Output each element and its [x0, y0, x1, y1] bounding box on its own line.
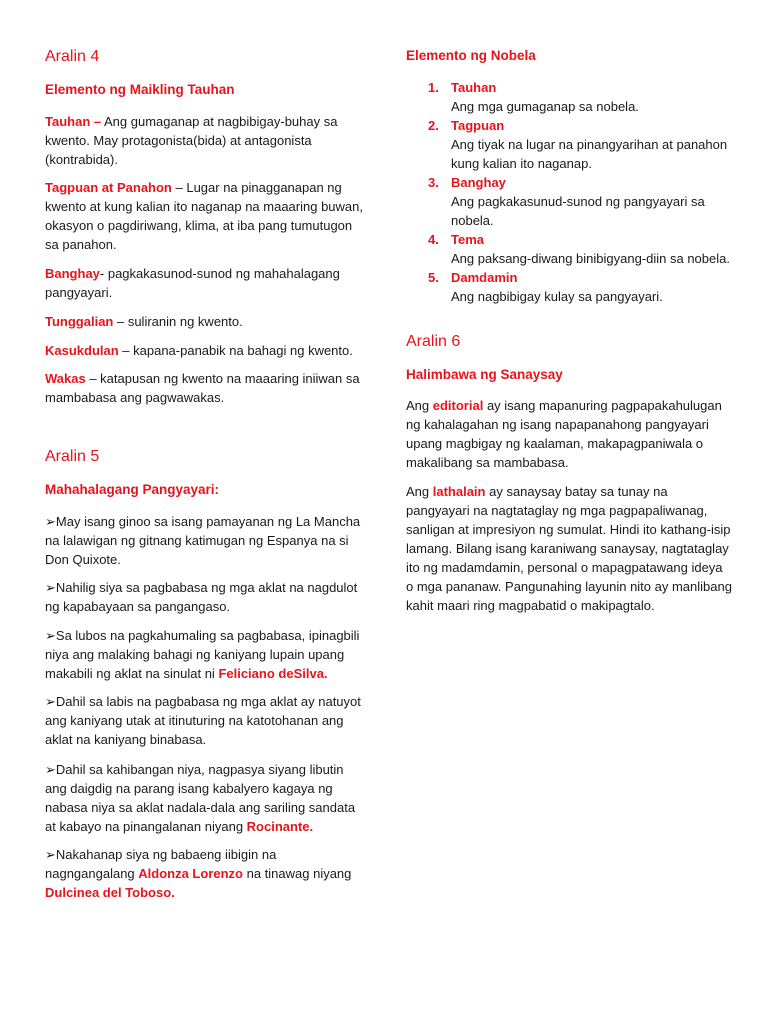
list-number: 2. — [428, 118, 439, 133]
banghay-paragraph — [45, 264, 365, 302]
pangyayari-6-text2: na tinawag niyang — [242, 866, 352, 881]
list-number: 1. — [428, 80, 439, 95]
aralin-5-subtitle: Mahahalagang Pangyayari: — [45, 482, 220, 497]
list-term: Tema — [451, 232, 484, 247]
list-number: 5. — [428, 270, 439, 285]
aralin-5-heading: Aralin 5 — [45, 448, 100, 465]
pangyayari-6-text1: ➢Nakahanap siya ng babaeng iibigin na nagngangalang — [45, 847, 277, 881]
aralin-6-heading: Aralin 6 — [406, 333, 461, 350]
aralin-4-heading: Aralin 4 — [45, 48, 100, 65]
tagpuan-text: – Lugar na pinagganapan ng kwento at kung kalian ito naganap na maaaring buwan, okasyon o pagdiriwang, klima, at iba pang tumutugon sa panahon. — [45, 180, 363, 252]
aldonza-name: Aldonza Lorenzo — [138, 866, 243, 881]
tagpuan-paragraph — [45, 178, 365, 254]
kasukdulan-term: Kasukdulan — [45, 343, 119, 358]
banghay-text: - pagkakasunod-sunod ng mahahalagang pangyayari. — [45, 266, 340, 300]
kasukdulan-paragraph — [45, 341, 353, 360]
list-item — [406, 173, 732, 230]
rocinante-name: Rocinante. — [246, 819, 314, 834]
list-term: Damdamin — [451, 270, 518, 285]
lathalain-pre: Ang — [406, 484, 433, 499]
dulcinea-name: Dulcinea del Toboso. — [45, 885, 175, 900]
editorial-pre: Ang — [406, 398, 433, 413]
editorial-term: editorial — [432, 398, 484, 413]
tunggalian-text: – suliranin ng kwento. — [113, 314, 243, 329]
pangyayari-5 — [45, 760, 365, 836]
nobela-subtitle: Elemento ng Nobela — [406, 48, 536, 63]
pangyayari-2: ➢Nahilig siya sa pagbabasa ng mga aklat na nagdulot ng kapabayaan sa pangangaso. — [45, 580, 358, 614]
wakas-text: – katapusan ng kwento na maaaring iniiwan sa mambabasa ang pagwawakas. — [45, 371, 360, 405]
wakas-term: Wakas — [45, 371, 86, 386]
list-item — [406, 268, 732, 306]
editorial-post: ay isang mapanuring pagpapakahulugan ng kahalagahan ng isang napapanahong pangyayari upang magbigay ng kaalaman, makapagpaniwala o makalibang sa mambabasa. — [406, 398, 722, 470]
pangyayari-1: ➢May isang ginoo sa isang pamayanan ng La Mancha na lalawigan ng gitnang katimugan ng Espanya na si Don Quixote. — [45, 514, 361, 567]
aralin-4-subtitle: Elemento ng Maikling Tauhan — [45, 82, 235, 97]
list-definition: Ang paksang-diwang binibigyang-diin sa nobela. — [451, 251, 730, 266]
list-number: 3. — [428, 175, 439, 190]
pangyayari-5-text: ➢Dahil sa kahibangan niya, nagpasya siyang libutin ang daigdig na parang isang kabalyero kagaya ng nabasa niya sa aklat nadala-dala ang sariling sandata at kabayo na pinangalanan niyang — [45, 762, 356, 834]
kasukdulan-text: – kapana-panabik na bahagi ng kwento. — [118, 343, 353, 358]
list-term: Tauhan — [451, 80, 497, 95]
nobela-elements-list — [406, 78, 732, 306]
tauhan-term: Tauhan – — [45, 114, 102, 129]
list-number: 4. — [428, 232, 439, 247]
lathalain-term: lathalain — [432, 484, 486, 499]
list-definition: Ang nagbibigay kulay sa pangyayari. — [451, 289, 663, 304]
feliciano-name: Feliciano deSilva. — [218, 666, 328, 681]
pangyayari-3-text: ➢Sa lubos na pagkahumaling sa pagbabasa, ipinagbili niya ang malaking bahagi ng kaniyang lupain upang makabili ng aklat na sinulat ni — [45, 628, 360, 681]
lathalain-post: ay sanaysay batay sa tunay na pangyayari na nagtataglay ng mga pagpapaliwanag, sanligan at impresiyon ng sumulat. Hindi ito kathang-isip lamang. Bilang isang karaniwang sanaysay, nagtataglay ito ng madamdamin, personal o mapagpatawang ideya o mga pananaw. Pangunahing layunin nito ay manlibang kahit maari ring magpabatid o makipagtalo. — [406, 484, 732, 613]
list-item — [406, 116, 732, 173]
list-item — [406, 78, 732, 116]
wakas-paragraph — [45, 369, 365, 407]
tauhan-paragraph — [45, 112, 365, 169]
list-definition: Ang mga gumaganap sa nobela. — [451, 99, 639, 114]
lathalain-paragraph — [406, 482, 732, 615]
list-item — [406, 230, 732, 268]
tunggalian-term: Tunggalian — [45, 314, 114, 329]
pangyayari-4: ➢Dahil sa labis na pagbabasa ng mga aklat ay natuyot ang kaniyang utak at itinuturing na katotohanan ang aklat na kaniyang binabasa. — [45, 694, 361, 747]
list-definition: Ang tiyak na lugar na pinangyarihan at panahon kung kalian ito naganap. — [451, 137, 728, 171]
pangyayari-6 — [45, 845, 365, 902]
list-term: Banghay — [451, 175, 506, 190]
list-definition: Ang pagkakasunud-sunod ng pangyayari sa nobela. — [451, 194, 705, 228]
pangyayari-3 — [45, 626, 365, 683]
tunggalian-paragraph — [45, 312, 243, 331]
tagpuan-term: Tagpuan at Panahon — [45, 180, 172, 195]
aralin-6-subtitle: Halimbawa ng Sanaysay — [406, 367, 563, 382]
banghay-term: Banghay — [45, 266, 100, 281]
editorial-paragraph — [406, 396, 732, 472]
tauhan-text: Ang gumaganap at nagbibigay-buhay sa kwento. May protagonista(bida) at antagonista (kontrabida). — [45, 114, 338, 167]
list-term: Tagpuan — [451, 118, 505, 133]
